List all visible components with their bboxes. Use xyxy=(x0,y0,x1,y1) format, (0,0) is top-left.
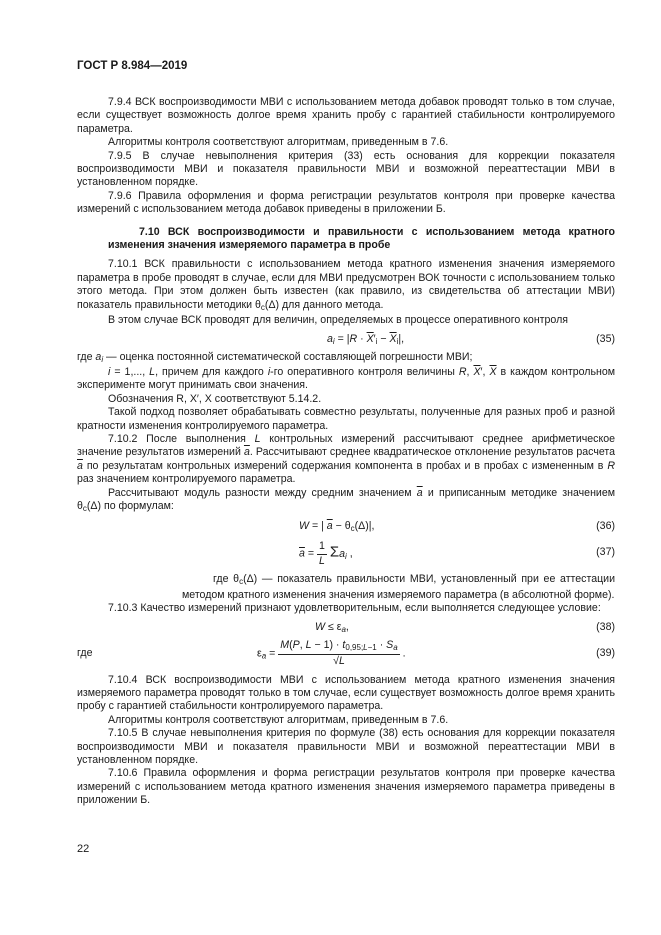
paragraph-7-10-3: 7.10.3 Качество измерений признают удовлетворительным, если выполняется следующее условие: xyxy=(108,602,601,615)
equation-36: W = | $\overline{a} - \theta_c(\Delta)|$, (36) xyxy=(299,520,615,534)
paragraph-7-9-6: 7.9.6 Правила оформления и форма регистрации результатов контроля при проверке качества измерений с использованием метода добавок приведены в приложении Б. xyxy=(77,189,615,216)
approach-paragraph: Такой подход позволяет обрабатывать совместно результаты, полученные для разных проб и разной кратности изменения контролируемого параметра. xyxy=(77,406,615,432)
equation-37: $\overline{a}$ = $\frac{1}{L}$ $\Sigma a_i$ , (37) xyxy=(299,540,615,567)
section-title: 7.10 ВСК воспроизводимости и правильности с использованием метода кратного изменения значения измеряемого параметра в пробе xyxy=(108,225,615,252)
equation-number: (35) xyxy=(596,332,615,345)
equation-39: где $\varepsilon_a$ = $\frac{M(P, L - 1) \cdot t_{0,95;L-1} \cdot S_a}{√L}$ . (39) xyxy=(77,638,615,667)
equation-number: (37) xyxy=(596,546,615,559)
paragraph-7-10-2: 7.10.2 После выполнения L контрольных измерений рассчитывают среднее арифметическое значение результатов измерений $\overline{a}$. Рассчитывают среднее квадратическое отклонение результатов расчета $\overline{a}$ по результатам контрольных измерений содержания компонента в пробах и в пробах с измененным в R раз значением контролируемого параметра. xyxy=(77,432,616,486)
where-i-index: i = 1,..., L, причем для каждого i-го оперативного контроля величины R, $\overline{X}'$, $\overline{X}$ в каждом контрольном эксперименте могут принимать свои значения. xyxy=(77,365,616,392)
equation-number: (36) xyxy=(596,520,615,533)
paragraph-7-10-4: 7.10.4 ВСК воспроизводимости МВИ с использованием метода кратного изменения значения измеряемого параметра проводят только в том случае, если существует возможность долгое время хранить пробу с гарантией стабильности контролируемого параметра. xyxy=(77,673,615,713)
page-number: 22 xyxy=(77,843,90,855)
equation-number: (38) xyxy=(596,620,615,633)
paragraph-algorithms: Алгоритмы контроля соответствуют алгоритмам, приведенным в 7.6. xyxy=(108,136,449,149)
equation-number: (39) xyxy=(596,646,615,659)
paragraph-algorithms-2: Алгоритмы контроля соответствуют алгоритмам, приведенным в 7.6. xyxy=(108,713,449,726)
paragraph-7-10-6: 7.10.6 Правила оформления и форма регистрации результатов контроля при проверке качества измерений с использованием метода кратного изменения значения измеряемого параметра приведены в приложении Б. xyxy=(77,767,615,807)
document-body xyxy=(77,96,615,808)
document-header: ГОСТ Р 8.984—2019 xyxy=(77,60,188,72)
paragraph-7-9-5: 7.9.5 В случае невыполнения критерия (33) есть основания для коррекции показателя воспроизводимости МВИ и показателя правильности МВИ и возможной переаттестации МВИ в установленном порядке. xyxy=(77,149,615,189)
equation-38: $W \le \varepsilon_a$, (38) xyxy=(315,620,615,634)
notation-paragraph: Обозначения R, X′, X соответствуют 5.14.2. xyxy=(108,392,322,405)
paragraph-7-10-1: 7.10.1 ВСК правильности с использованием метода кратного изменения значения измеряемого параметра в пробе проводят в случае, если для МВИ предусмотрен ВОК точности с использованием только этого метода. При этом должен быть известен (как правило, из свидетельства об аттестации МВИ) показатель правильности методики $\theta_c(\Delta)$ для данного метода. xyxy=(77,258,615,312)
equation-35: $a_i = |R \cdot \overline{X}'_i - \overline{X}_i|$, (35) xyxy=(327,332,615,346)
where-a-i: где $a_i$ — оценка постоянной систематической составляющей погрешности МВИ; xyxy=(77,350,473,364)
modulus-paragraph: Рассчитывают модуль разности между средним значением $\overline{a}$ и приписанным методике значением $\theta_c(\Delta)$ по формулам: xyxy=(77,486,616,513)
paragraph-7-9-4: 7.9.4 ВСК воспроизводимости МВИ с использованием метода добавок проводят только в том случае, если существует возможность долгое время хранить пробу с гарантией стабильности контролируемого параметра. xyxy=(77,96,615,135)
where-theta: где $\theta_c(\Delta)$ — показатель правильности МВИ, установленный при ее аттестации методом кратного изменения значения измеряемого параметра (в абсолютной форме). xyxy=(182,573,616,601)
paragraph-7-10-5: 7.10.5 В случае невыполнения критерия по формуле (38) есть основания для коррекции показателя воспроизводимости МВИ и показателя правильности МВИ и возможной переаттестации МВИ в установленном порядке. xyxy=(77,727,615,767)
paragraph-control-values: В этом случае ВСК проводят для величин, определяемых в процессе оперативного контроля xyxy=(108,314,568,327)
